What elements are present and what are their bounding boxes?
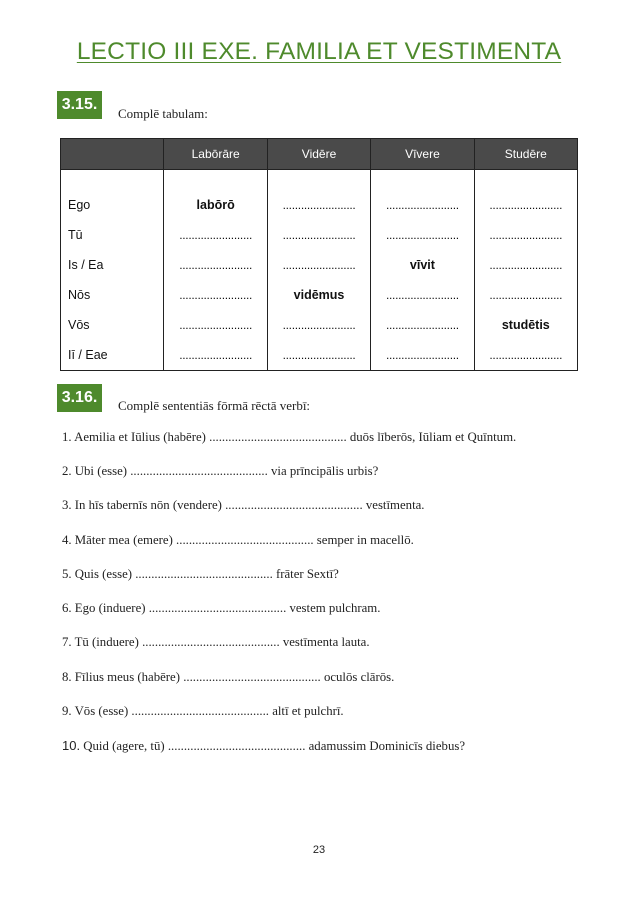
exercise-instruction: Complē tabulam: [118, 106, 208, 121]
exercise-number-badge: 3.15. [57, 91, 102, 119]
answer-blank[interactable]: ........................ [474, 280, 577, 310]
pronoun-cell: Tū [61, 220, 164, 250]
answer-blank[interactable]: ........................ [267, 310, 370, 340]
sentence-item: 2. Ubi (esse) ........................................... via prīncipālis urbis? [62, 464, 379, 478]
answer-blank[interactable]: ........................ [474, 220, 577, 250]
table-row [61, 340, 578, 371]
sentence-item: 1. Aemilia et Iūlius (habēre) ........................................... duōs līberōs, Iūliam et Quīntum. [62, 430, 517, 444]
table-header-row [61, 139, 578, 170]
sentence-number: 10. [62, 738, 81, 753]
exercise-number-badge: 3.16. [57, 384, 102, 412]
verb-form-cell: vīvit [371, 250, 474, 280]
page-number: 23 [312, 844, 326, 856]
answer-blank[interactable]: ........................ [371, 310, 474, 340]
answer-blank[interactable]: ........................ [164, 280, 267, 310]
answer-blank[interactable]: ........................ [371, 280, 474, 310]
sentence-item: 7. Tū (induere) ........................................... vestīmenta lauta. [62, 635, 370, 649]
answer-blank[interactable]: ........................ [267, 220, 370, 250]
page-title: LECTIO III EXE. FAMILIA ET VESTIMENTA [76, 38, 562, 65]
conjugation-table [60, 138, 578, 371]
answer-blank[interactable]: ........................ [267, 340, 370, 371]
table-header: Vidēre [267, 139, 370, 170]
sentence-item: 3. In hīs tabernīs nōn (vendere) ........................................... vestīmenta. [62, 498, 425, 512]
answer-blank[interactable]: ........................ [164, 220, 267, 250]
answer-blank[interactable]: ........................ [371, 220, 474, 250]
sentence-item: 9. Vōs (esse) ........................................... altī et pulchrī. [62, 704, 344, 718]
table-header: Studēre [474, 139, 577, 170]
pronoun-cell: Ego [61, 170, 164, 221]
table-row [61, 220, 578, 250]
answer-blank[interactable]: ........................ [371, 340, 474, 371]
table-header: Vīvere [371, 139, 474, 170]
pronoun-cell: Nōs [61, 280, 164, 310]
table-row [61, 170, 578, 221]
pronoun-cell: Vōs [61, 310, 164, 340]
sentence-item: 6. Ego (induere) ........................................... vestem pulchram. [62, 601, 381, 615]
table-row [61, 250, 578, 280]
exercise-instruction: Complē sententiās fōrmā rēctā verbī: [118, 398, 311, 413]
sentence-item [62, 738, 465, 754]
verb-form-cell: vidēmus [267, 280, 370, 310]
answer-blank[interactable]: ........................ [164, 310, 267, 340]
pronoun-cell: Iī / Eae [61, 340, 164, 371]
sentence-item: 8. Fīlius meus (habēre) ........................................... oculōs clārōs. [62, 670, 395, 684]
answer-blank[interactable]: ........................ [474, 250, 577, 280]
answer-blank[interactable]: ........................ [371, 170, 474, 221]
answer-blank[interactable]: ........................ [474, 170, 577, 221]
pronoun-cell: Is / Ea [61, 250, 164, 280]
verb-form-cell: labōrō [164, 170, 267, 221]
sentence-item: 4. Māter mea (emere) ........................................... semper in macellō. [62, 533, 414, 547]
table-row [61, 310, 578, 340]
sentence-item: 5. Quis (esse) ........................................... frāter Sextī? [62, 567, 339, 581]
verb-form-cell: studētis [474, 310, 577, 340]
sentence-text: Quid (agere, tū) ........................................... adamussim Dominicīs diebus? [83, 739, 466, 753]
answer-blank[interactable]: ........................ [267, 250, 370, 280]
answer-blank[interactable]: ........................ [164, 250, 267, 280]
answer-blank[interactable]: ........................ [164, 340, 267, 371]
answer-blank[interactable]: ........................ [474, 340, 577, 371]
answer-blank[interactable]: ........................ [267, 170, 370, 221]
table-row [61, 280, 578, 310]
table-header: Labōrāre [164, 139, 267, 170]
table-header [61, 139, 164, 170]
